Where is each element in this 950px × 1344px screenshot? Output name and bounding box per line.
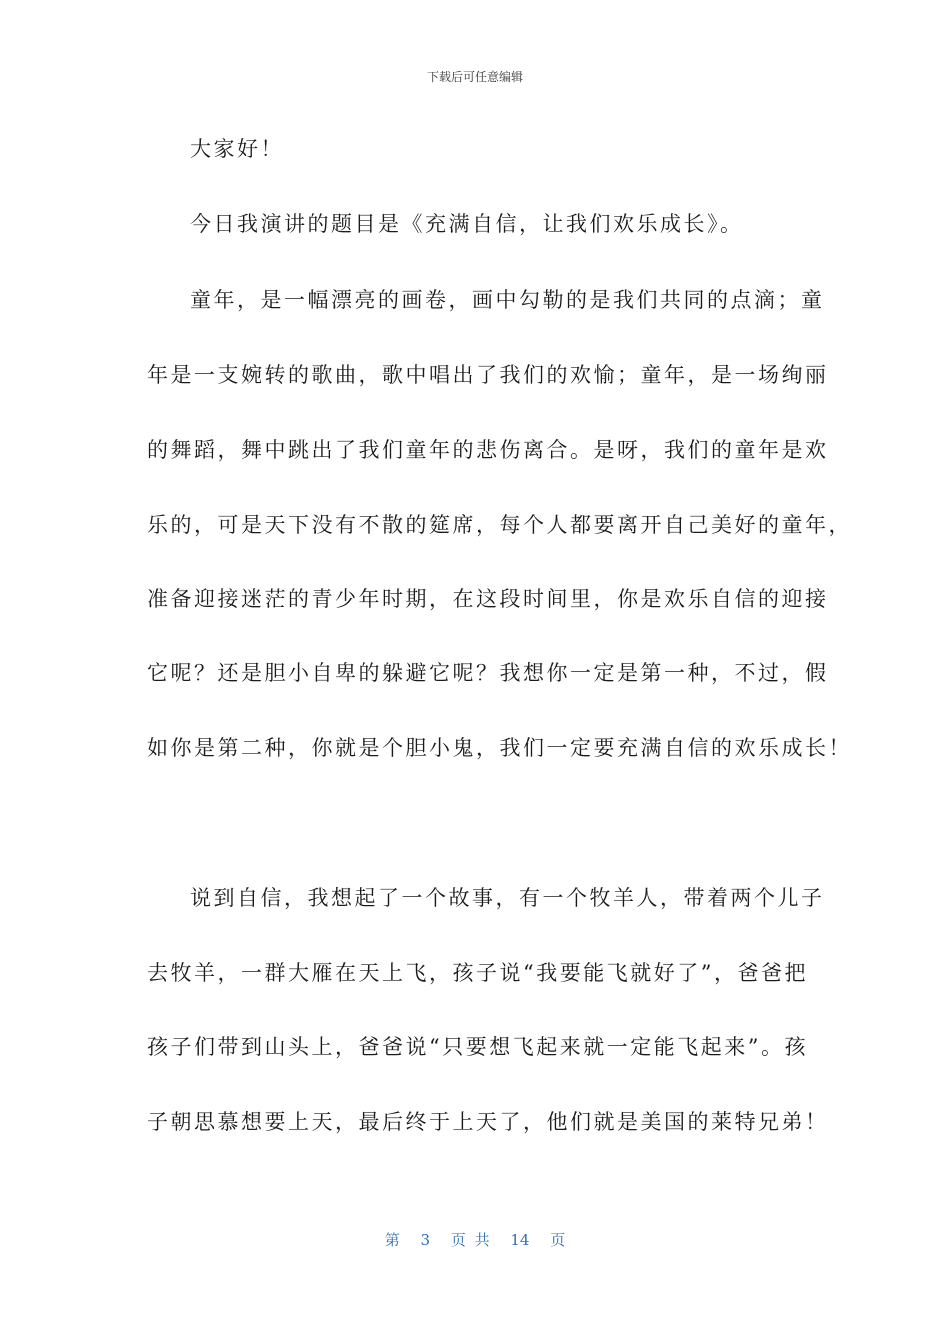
page-footer — [0, 1229, 950, 1250]
paragraph-line: 准备迎接迷茫的青少年时期，在这段时间里，你是欢乐自信的迎接 — [147, 587, 829, 611]
paragraph-line: 年是一支婉转的歌曲，歌中唱出了我们的欢愉；童年，是一场绚丽 — [147, 363, 829, 387]
paragraph-line: 乐的，可是天下没有不散的筵席，每个人都要离开自己美好的童年， — [147, 513, 852, 537]
paragraph-line: 它呢？还是胆小自卑的躲避它呢？我想你一定是第一种，不过，假 — [147, 661, 829, 685]
topic-line: 今日我演讲的题目是《充满自信，让我们欢乐成长》。 — [190, 212, 744, 236]
paragraph-line: 的舞蹈，舞中跳出了我们童年的悲伤离合。是呀，我们的童年是欢 — [147, 438, 829, 462]
total-page-count: 14 — [510, 1231, 530, 1249]
footer-middle: 页 共 — [450, 1231, 490, 1249]
page-header: 下载后可任意编辑 — [426, 70, 523, 84]
footer-prefix: 第 — [384, 1231, 400, 1249]
paragraph-line: 如你是第二种，你就是个胆小鬼，我们一定要充满自信的欢乐成长！ — [147, 736, 852, 760]
paragraph-line: 去牧羊，一群大雁在天上飞，孩子说“我要能飞就好了”，爸爸把 — [147, 961, 808, 985]
current-page-number: 3 — [420, 1231, 431, 1249]
footer-suffix: 页 — [550, 1231, 566, 1249]
paragraph-line: 说到自信，我想起了一个故事，有一个牧羊人，带着两个儿子 — [190, 886, 825, 910]
paragraph-line: 童年，是一幅漂亮的画卷，画中勾勒的是我们共同的点滴；童 — [190, 288, 825, 312]
paragraph-line: 子朝思慕想要上天，最后终于上天了，他们就是美国的莱特兄弟！ — [147, 1110, 829, 1134]
paragraph-line: 孩子们带到山头上，爸爸说“只要想飞起来就一定能飞起来”。孩 — [147, 1035, 808, 1059]
greeting-line: 大家好！ — [190, 137, 284, 161]
